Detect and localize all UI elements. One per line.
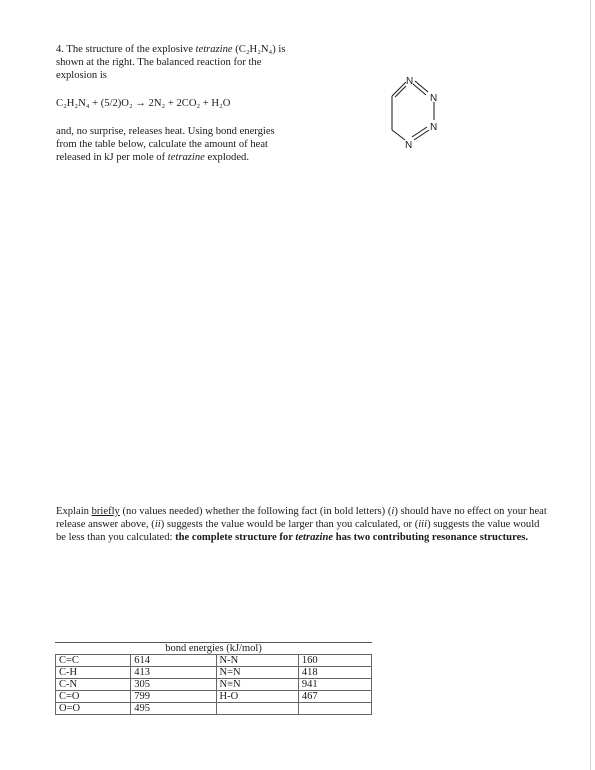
explain-prompt bbox=[56, 505, 551, 544]
bond-name-cell: C=C bbox=[56, 655, 131, 667]
table-row bbox=[56, 679, 372, 691]
bond-name-cell: N=N bbox=[216, 667, 298, 679]
table-caption: bond energies (kJ/mol) bbox=[55, 642, 372, 655]
bond-name-cell: H-O bbox=[216, 691, 298, 703]
text-run: exploded. bbox=[204, 152, 250, 163]
bond-energy-cell: 413 bbox=[131, 667, 216, 679]
text-run: ) suggests the value would be less than you calculated: bbox=[56, 519, 540, 543]
bond-energy-cell: 160 bbox=[298, 655, 371, 667]
table-row bbox=[56, 703, 372, 715]
text-run: iii bbox=[418, 519, 428, 530]
bond-name-cell: C-H bbox=[56, 667, 131, 679]
bond-energy-cell: 941 bbox=[298, 679, 371, 691]
text-run: tetrazine bbox=[167, 152, 205, 163]
atom-n-right-top: N bbox=[430, 93, 438, 104]
bond-name-cell: O=O bbox=[56, 703, 131, 715]
question-intro bbox=[56, 43, 296, 82]
text-run: the complete structure for bbox=[175, 532, 296, 543]
text-run: tetrazine bbox=[295, 532, 334, 543]
text-run: ii bbox=[154, 519, 161, 530]
atom-n-right-bottom: N bbox=[430, 122, 438, 133]
text-run: tetrazine bbox=[195, 44, 233, 55]
atom-n-top: N bbox=[406, 76, 414, 87]
bond-name-cell: N-N bbox=[216, 655, 298, 667]
bond-name-cell: C-N bbox=[56, 679, 131, 691]
table-row bbox=[56, 667, 372, 679]
atom-n-bottom: N bbox=[405, 140, 413, 151]
text-run: has two contributing resonance structures. bbox=[333, 532, 529, 543]
text-run: and, no surprise, releases heat. Using bond energies from the table below, calculate the amount of heat released in kJ per mole of bbox=[56, 126, 275, 163]
bond-energy-cell: 495 bbox=[131, 703, 216, 715]
text-run: (no values needed) whether the following fact (in bold letters) ( bbox=[119, 506, 392, 517]
text-run: (C₂H₂N₄) is shown at the right. The balanced reaction for the explosion is bbox=[56, 44, 286, 81]
bond-energy-cell bbox=[298, 703, 371, 715]
bond-energy-cell: 418 bbox=[298, 667, 371, 679]
text-run: ) suggests the value would be larger than you calculated, or ( bbox=[160, 519, 419, 530]
text-run: Explain bbox=[56, 506, 92, 517]
text-run: 4. The structure of the explosive bbox=[56, 44, 196, 55]
bond-energy-cell: 305 bbox=[131, 679, 216, 691]
text-run: i bbox=[391, 506, 395, 517]
bond-name-cell: N≡N bbox=[216, 679, 298, 691]
text-run: briefly bbox=[91, 506, 120, 517]
page-edge bbox=[590, 0, 591, 770]
bond-name-cell: C=O bbox=[56, 691, 131, 703]
table-row bbox=[56, 691, 372, 703]
tetrazine-structure bbox=[386, 72, 446, 152]
bond-energy-cell: 799 bbox=[131, 691, 216, 703]
table-row bbox=[56, 655, 372, 667]
bond-table-grid bbox=[55, 654, 372, 715]
bond-energy-cell: 467 bbox=[298, 691, 371, 703]
bond-name-cell bbox=[216, 703, 298, 715]
text-run: ) should have no effect on your heat release answer above, ( bbox=[56, 506, 547, 530]
question-task bbox=[56, 125, 296, 164]
bond-energy-cell: 614 bbox=[131, 655, 216, 667]
reaction-equation: C₂H₂N₄ + (5/2)O₂ → 2N₂ + 2CO₂ + H₂O bbox=[56, 98, 231, 109]
